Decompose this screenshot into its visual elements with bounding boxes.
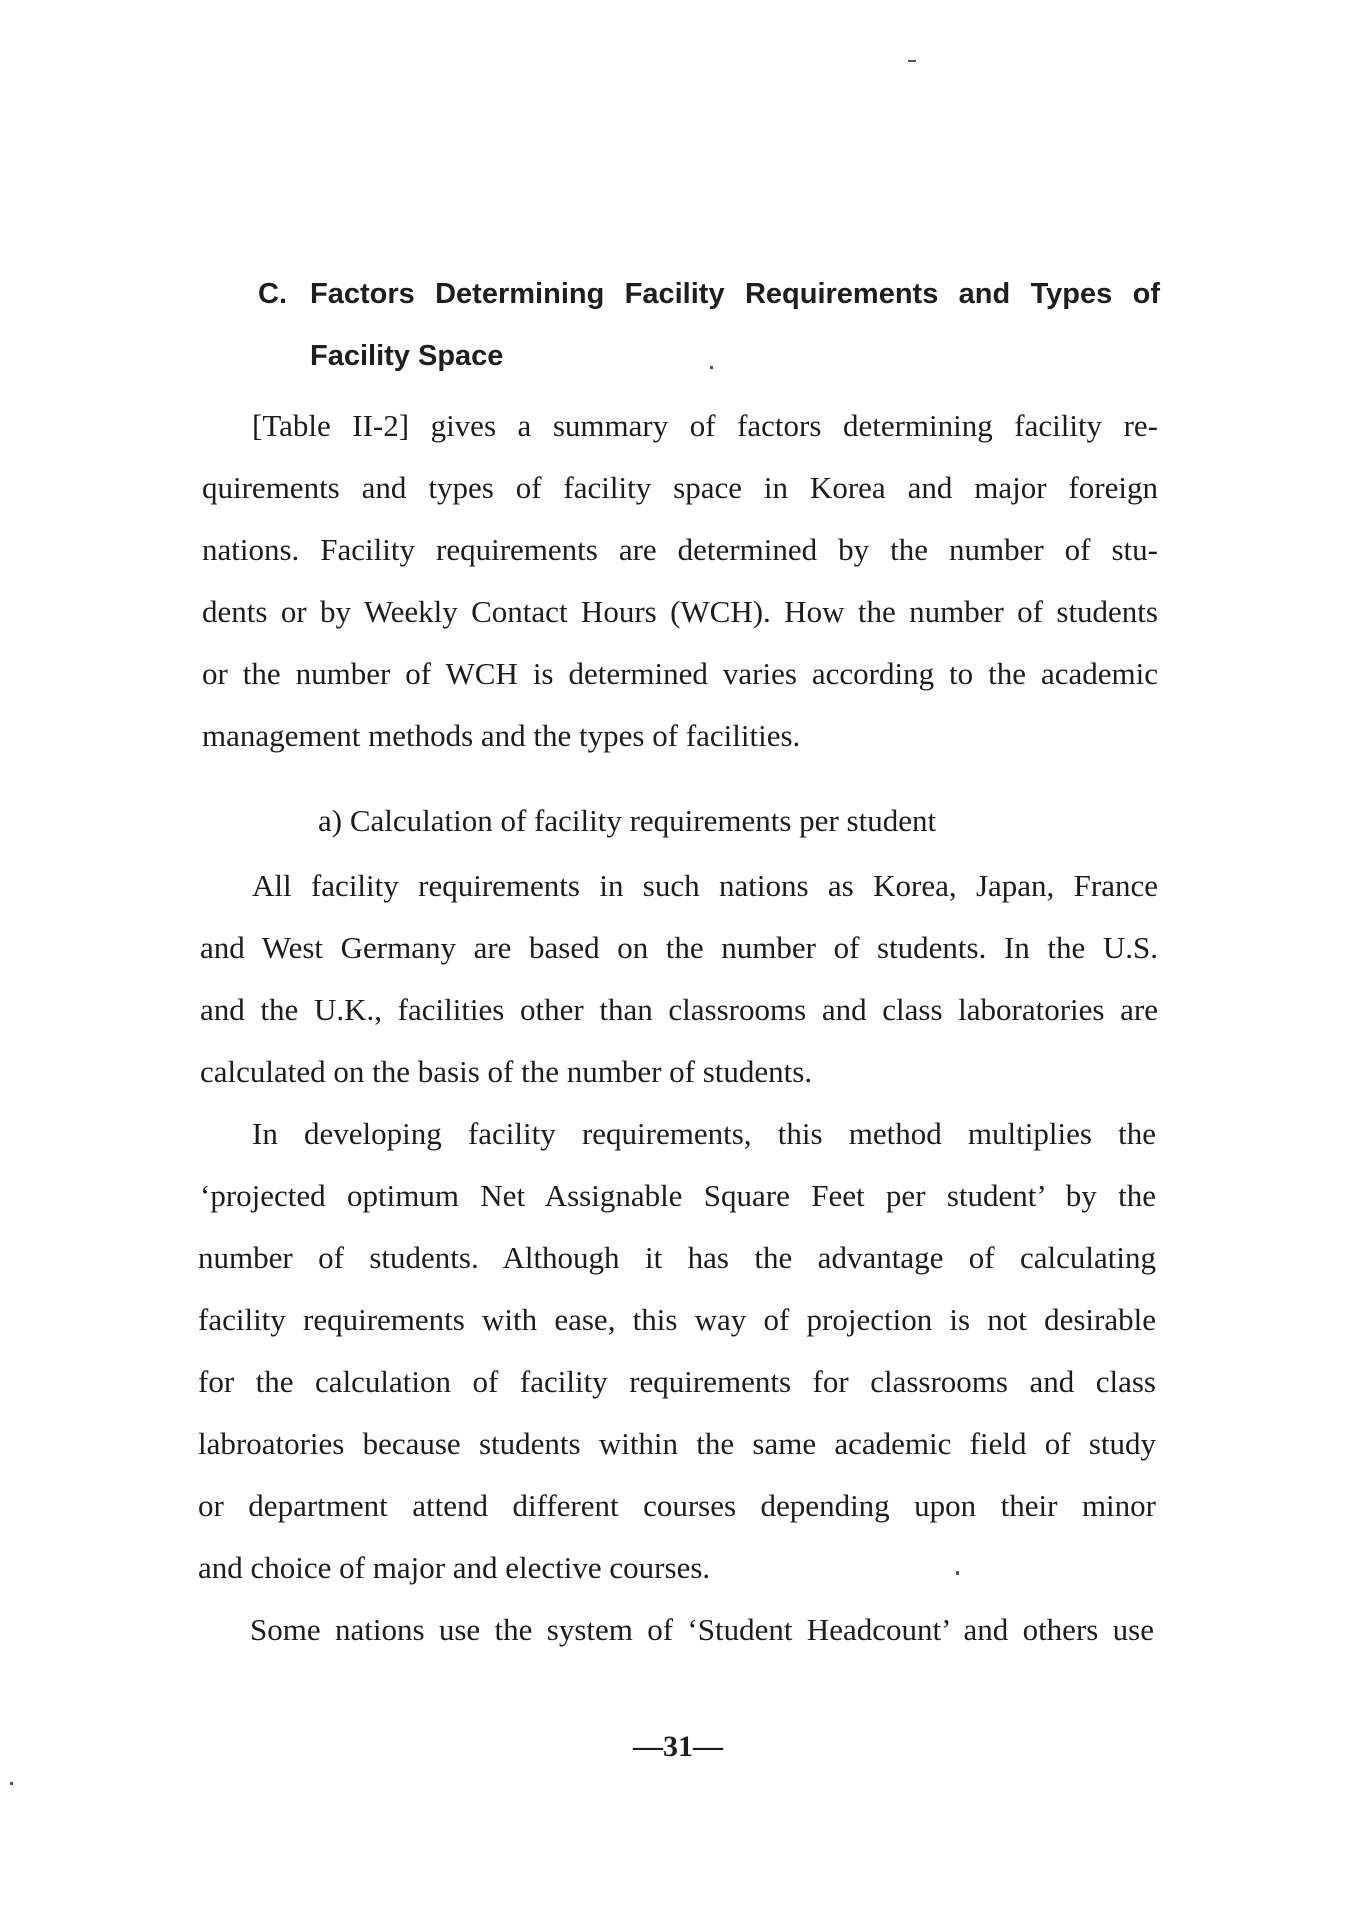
text-line: and choice of major and elective courses. [198,1550,711,1585]
text-line: facility requirements with ease, this way of projection is not desirable [198,1302,1156,1337]
text-line: quirements and types of facility space in Korea and major foreign [202,470,1158,505]
text-line: In developing facility requirements, this method multiplies the [252,1116,1156,1151]
text-line: or the number of WCH is determined varies according to the academic [202,656,1158,691]
text-line: for the calculation of facility requirements for classrooms and class [198,1364,1156,1399]
section-label: C. [258,278,287,310]
text-line: or department attend different courses depending upon their minor [198,1488,1156,1523]
scan-speck [908,60,916,62]
text-line: nations. Facility requirements are determined by the number of stu- [202,532,1158,567]
text-line: management methods and the types of facilities. [202,718,801,753]
section-heading-line-2: Facility Space [310,340,504,372]
section-heading-line-1: Factors Determining Facility Requirements and Types of [310,278,1160,310]
scan-speck [956,1571,959,1575]
text-line: and West Germany are based on the number of students. In the U.S. [200,930,1158,965]
scan-speck [10,1782,13,1785]
text-line: [Table II-2] gives a summary of factors determining facility re- [252,408,1158,443]
page-number: —31— [633,1730,723,1763]
text-line: dents or by Weekly Contact Hours (WCH). How the number of students [202,594,1158,629]
text-line: labroatories because students within the same academic field of study [198,1426,1156,1461]
text-line: Some nations use the system of ‘Student Headcount’ and others use [250,1612,1154,1647]
subsection-title: a) Calculation of facility requirements per student [318,803,937,838]
text-line: calculated on the basis of the number of students. [200,1054,813,1089]
text-line: and the U.K., facilities other than classrooms and class laboratories are [200,992,1158,1027]
text-line: ‘projected optimum Net Assignable Square Feet per student’ by the [200,1178,1156,1213]
text-line: number of students. Although it has the advantage of calculating [198,1240,1156,1275]
text-line: All facility requirements in such nations as Korea, Japan, France [252,868,1158,903]
